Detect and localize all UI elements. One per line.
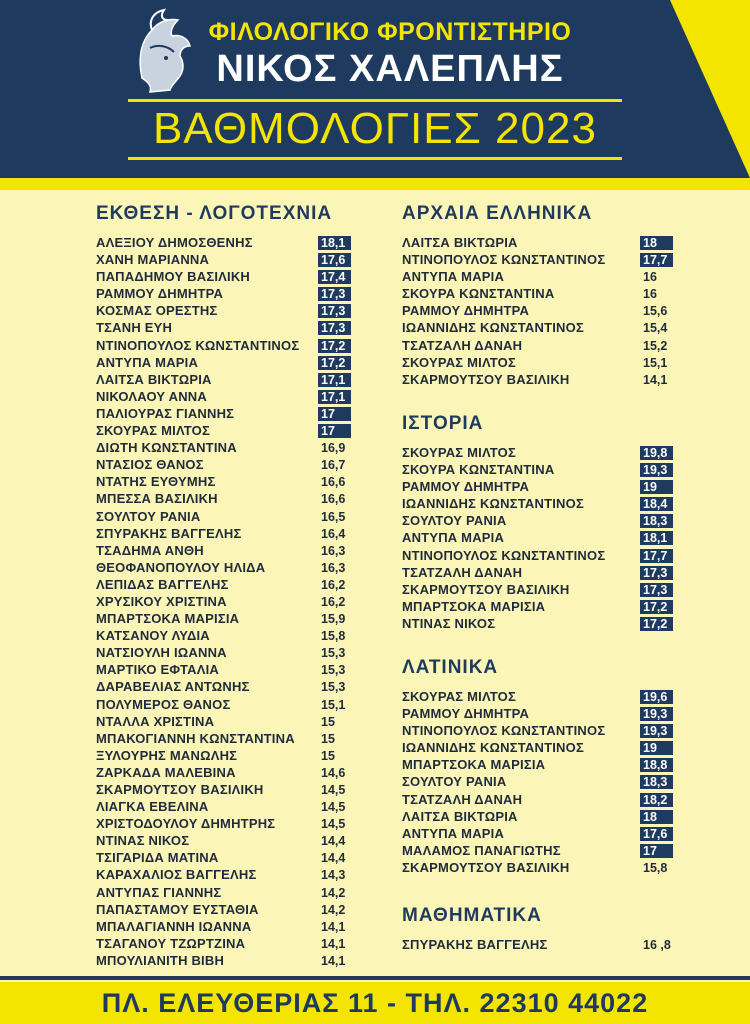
- grade-row: [402, 757, 682, 774]
- student-name: ΘΕΟΦΑΝΟΠΟΥΛΟΥ ΗΛΙΔΑ: [96, 559, 266, 575]
- grades-list: [402, 689, 682, 877]
- student-name: ΧΡΥΣΙΚΟΥ ΧΡΙΣΤΙΝΑ: [96, 593, 227, 609]
- grade-row: [96, 338, 356, 355]
- footer-rule: [0, 976, 750, 980]
- student-grade: 17,1: [318, 373, 351, 387]
- student-name: ΜΠΑΛΑΓΙΑΝΝΗ ΙΩΑΝΝΑ: [96, 918, 252, 934]
- section-title: ΕΚΘΕΣΗ - ΛΟΓΟΤΕΧΝΙΑ: [96, 203, 333, 224]
- grade-row: [402, 338, 682, 355]
- section-archaia: [402, 203, 682, 389]
- student-name: ΣΚΟΥΡΑΣ ΜΙΛΤΟΣ: [96, 423, 210, 439]
- grade-row: [96, 355, 356, 372]
- grade-row: [96, 269, 356, 286]
- student-grade: 16 ,8: [643, 938, 671, 952]
- student-name: ΤΣΑΤΖΑΛΗ ΔΑΝΑΗ: [402, 564, 523, 580]
- student-name: ΣΚΟΥΡΑΣ ΜΙΛΤΟΣ: [402, 354, 516, 370]
- grade-row: [96, 697, 356, 714]
- student-grade: 16,2: [321, 594, 346, 609]
- student-name: ΡΑΜΜΟΥ ΔΗΜΗΤΡΑ: [402, 706, 530, 722]
- student-name: ΙΩΑΝΝΙΔΗΣ ΚΩΝΣΤΑΝΤΙΝΟΣ: [402, 320, 584, 336]
- grades-list: [402, 937, 682, 954]
- student-name: ΜΑΡΤΙΚΟ ΕΦΤΑΛΙΑ: [96, 662, 219, 678]
- student-name: ΣΚΑΡΜΟΥΤΣΟΥ ΒΑΣΙΛΙΚΗ: [402, 371, 570, 387]
- student-name: ΚΑΤΣΑΝΟΥ ΛΥΔΙΑ: [96, 628, 210, 644]
- student-grade: 19,6: [640, 690, 673, 704]
- student-name: ΤΣΑΔΗΜΑ ΑΝΘΗ: [96, 542, 204, 558]
- student-grade: 18: [640, 810, 673, 824]
- student-name: ΣΟΥΛΤΟΥ ΡΑΝΙΑ: [402, 513, 507, 529]
- student-grade: 15,1: [321, 697, 346, 712]
- student-grade: 15: [321, 731, 335, 746]
- grade-row: [96, 731, 356, 748]
- student-grade: 19,8: [640, 446, 673, 460]
- student-name: ΜΑΛΑΜΟΣ ΠΑΝΑΓΙΩΤΗΣ: [402, 842, 561, 858]
- school-name: ΝΙΚΟΣ ΧΑΛΕΠΛΗΣ: [216, 48, 564, 90]
- student-grade: 15: [321, 714, 335, 729]
- student-grade: 17,2: [318, 356, 351, 370]
- student-name: ΑΝΤΥΠΑ ΜΑΡΙΑ: [402, 269, 505, 285]
- student-name: ΚΟΣΜΑΣ ΟΡΕΣΤΗΣ: [96, 303, 218, 319]
- grade-row: [402, 792, 682, 809]
- student-name: ΤΣΑΓΑΝΟΥ ΤΖΩΡΤΖΙΝΑ: [96, 935, 246, 951]
- student-grade: 18,3: [640, 514, 673, 528]
- student-grade: 14,4: [321, 834, 346, 849]
- student-name: ΠΑΠΑΔΗΜΟΥ ΒΑΣΙΛΙΚΗ: [96, 269, 250, 285]
- student-name: ΠΟΛΥΜΕΡΟΣ ΘΑΝΟΣ: [96, 696, 231, 712]
- student-name: ΤΣΑΤΖΑΛΗ ΔΑΝΑΗ: [402, 337, 523, 353]
- grade-row: [402, 937, 682, 954]
- grade-row: [96, 902, 356, 919]
- student-grade: 16,6: [321, 492, 346, 507]
- student-grade: 19: [640, 480, 673, 494]
- student-grade: 17,3: [640, 566, 673, 580]
- grade-row: [402, 372, 682, 389]
- grades-list: [96, 235, 356, 970]
- student-grade: 15: [321, 748, 335, 763]
- grade-row: [96, 252, 356, 269]
- grade-row: [402, 616, 682, 633]
- student-grade: 14,6: [321, 765, 346, 780]
- grade-row: [96, 577, 356, 594]
- student-name: ΜΠΑΚΟΓΙΑΝΝΗ ΚΩΝΣΤΑΝΤΙΝΑ: [96, 730, 295, 746]
- student-grade: 14,5: [321, 783, 346, 797]
- student-grade: 18,2: [640, 793, 673, 807]
- student-name: ΙΩΑΝΝΙΔΗΣ ΚΩΝΣΤΑΝΤΙΝΟΣ: [402, 496, 584, 512]
- student-grade: 17,1: [318, 390, 351, 404]
- grade-row: [96, 303, 356, 320]
- student-grade: 18: [640, 236, 673, 250]
- grade-row: [402, 355, 682, 372]
- student-name: ΛΑΙΤΣΑ ΒΙΚΤΩΡΙΑ: [402, 235, 518, 250]
- grade-row: [96, 628, 356, 645]
- student-name: ΣΠΥΡΑΚΗΣ ΒΑΓΓΕΛΗΣ: [402, 937, 548, 952]
- student-name: ΝΤΙΝΑΣ ΝΙΚΟΣ: [96, 833, 190, 849]
- student-name: ΝΤΑΣΙΟΣ ΘΑΝΟΣ: [96, 457, 204, 473]
- student-name: ΑΝΤΥΠΑΣ ΓΙΑΝΝΗΣ: [96, 884, 222, 900]
- grade-row: [96, 474, 356, 491]
- student-name: ΡΑΜΜΟΥ ΔΗΜΗΤΡΑ: [402, 303, 530, 319]
- section-title: ΛΑΤΙΝΙΚΑ: [402, 657, 499, 678]
- grade-row: [402, 689, 682, 706]
- student-grade: 16,2: [321, 577, 346, 592]
- section-latinika: [402, 657, 682, 877]
- student-name: ΣΚΟΥΡΑΣ ΜΙΛΤΟΣ: [402, 445, 516, 460]
- student-grade: 14,4: [321, 851, 346, 866]
- grade-row: [402, 565, 682, 582]
- grade-row: [96, 782, 356, 799]
- student-grade: 19: [640, 741, 673, 755]
- grade-row: [96, 850, 356, 867]
- student-name: ΜΠΑΡΤΣΟΚΑ ΜΑΡΙΣΙΑ: [402, 598, 546, 614]
- grade-row: [402, 269, 682, 286]
- student-name: ΣΚΑΡΜΟΥΤΣΟΥ ΒΑΣΙΛΙΚΗ: [402, 581, 570, 597]
- student-name: ΝΤΙΝΑΣ ΝΙΚΟΣ: [402, 615, 496, 631]
- student-grade: 18,4: [640, 497, 673, 511]
- grade-row: [402, 252, 682, 269]
- grades-title: ΒΑΘΜΟΛΟΓΙΕΣ 2023: [153, 104, 597, 153]
- student-grade: 19,3: [640, 707, 673, 721]
- student-name: ΙΩΑΝΝΙΔΗΣ ΚΩΝΣΤΑΝΤΙΝΟΣ: [402, 740, 584, 756]
- section-title: ΜΑΘΗΜΑΤΙΚΑ: [402, 905, 542, 926]
- student-grade: 17: [318, 424, 351, 438]
- student-grade: 18,1: [318, 236, 351, 250]
- grade-row: [402, 548, 682, 565]
- section-istoria: [402, 413, 682, 633]
- grade-row: [402, 582, 682, 599]
- student-name: ΝΙΚΟΛΑΟΥ ΑΝΝΑ: [96, 388, 207, 404]
- student-grade: 18,1: [640, 531, 673, 545]
- student-name: ΣΚΑΡΜΟΥΤΣΟΥ ΒΑΣΙΛΙΚΗ: [402, 859, 570, 875]
- grade-row: [96, 936, 356, 953]
- student-name: ΣΚΑΡΜΟΥΤΣΟΥ ΒΑΣΙΛΙΚΗ: [96, 782, 264, 797]
- student-name: ΛΕΠΙΔΑΣ ΒΑΓΓΕΛΗΣ: [96, 576, 229, 592]
- grade-row: [96, 440, 356, 457]
- section-ekthesi: [96, 203, 356, 970]
- student-name: ΖΑΡΚΑΔΑ ΜΑΛΕΒΙΝΑ: [96, 764, 236, 780]
- student-name: ΝΤΙΝΟΠΟΥΛΟΣ ΚΩΝΣΤΑΝΤΙΝΟΣ: [402, 723, 606, 739]
- student-grade: 14,1: [643, 372, 668, 387]
- grade-row: [96, 867, 356, 884]
- header-accent-triangle: [670, 0, 750, 178]
- grade-row: [96, 679, 356, 696]
- student-grade: 15,8: [321, 629, 346, 644]
- grade-row: [96, 953, 356, 970]
- student-name: ΣΚΟΥΡΑ ΚΩΝΣΤΑΝΤΙΝΑ: [402, 286, 555, 302]
- grade-row: [96, 457, 356, 474]
- student-name: ΣΚΟΥΡΑ ΚΩΝΣΤΑΝΤΙΝΑ: [402, 462, 555, 478]
- student-name: ΚΑΡΑΧΑΛΙΟΣ ΒΑΓΓΕΛΗΣ: [96, 867, 257, 883]
- student-grade: 14,3: [321, 868, 346, 883]
- grade-row: [96, 286, 356, 303]
- title-rule-top: [128, 99, 622, 102]
- student-grade: 16,7: [321, 458, 346, 473]
- grade-row: [96, 423, 356, 440]
- grade-row: [96, 748, 356, 765]
- student-grade: 17,6: [640, 827, 673, 841]
- student-grade: 15,9: [321, 612, 346, 627]
- student-grade: 17,2: [318, 339, 351, 353]
- student-grade: 17: [318, 407, 351, 421]
- student-grade: 14,5: [321, 817, 346, 832]
- student-name: ΝΑΤΣΙΟΥΛΗ ΙΩΑΝΝΑ: [96, 645, 227, 661]
- student-name: ΠΑΛΙΟΥΡΑΣ ΓΙΑΝΝΗΣ: [96, 405, 235, 421]
- grades-list: [402, 235, 682, 389]
- section-mathimatika: [402, 905, 682, 954]
- student-name: ΜΠΑΡΤΣΟΚΑ ΜΑΡΙΣΙΑ: [402, 757, 546, 773]
- grade-row: [402, 513, 682, 530]
- student-name: ΣΚΟΥΡΑΣ ΜΙΛΤΟΣ: [402, 689, 516, 704]
- grade-row: [96, 543, 356, 560]
- student-grade: 14,1: [321, 936, 346, 951]
- grade-row: [402, 774, 682, 791]
- grade-row: [402, 740, 682, 757]
- student-name: ΜΠΑΡΤΣΟΚΑ ΜΑΡΙΣΙΑ: [96, 611, 240, 627]
- student-grade: 17,2: [640, 600, 673, 614]
- student-name: ΞΥΛΟΥΡΗΣ ΜΑΝΩΛΗΣ: [96, 747, 238, 763]
- student-grade: 17: [640, 844, 673, 858]
- student-name: ΔΙΩΤΗ ΚΩΝΣΤΑΝΤΙΝΑ: [96, 440, 237, 456]
- grade-row: [96, 765, 356, 782]
- student-grade: 16: [643, 287, 657, 302]
- student-grade: 15,8: [643, 860, 668, 875]
- grade-row: [96, 885, 356, 902]
- grades-list: [402, 445, 682, 633]
- grade-row: [402, 445, 682, 462]
- grade-row: [96, 662, 356, 679]
- student-name: ΜΠΕΣΣΑ ΒΑΣΙΛΙΚΗ: [96, 491, 218, 507]
- grade-row: [402, 843, 682, 860]
- grade-row: [402, 303, 682, 320]
- student-name: ΑΛΕΞΙΟΥ ΔΗΜΟΣΘΕΝΗΣ: [96, 235, 253, 250]
- student-name: ΠΑΠΑΣΤΑΜΟΥ ΕΥΣΤΑΘΙΑ: [96, 901, 259, 917]
- grade-row: [96, 235, 356, 252]
- grade-row: [402, 320, 682, 337]
- grade-row: [402, 706, 682, 723]
- grade-row: [96, 491, 356, 508]
- student-grade: 17,3: [640, 583, 673, 597]
- student-grade: 17,3: [318, 287, 351, 301]
- grade-row: [402, 286, 682, 303]
- student-grade: 14,5: [321, 800, 346, 815]
- student-name: ΣΟΥΛΤΟΥ ΡΑΝΙΑ: [96, 508, 201, 524]
- student-grade: 16,6: [321, 475, 346, 490]
- student-name: ΝΤΙΝΟΠΟΥΛΟΣ ΚΩΝΣΤΑΝΤΙΝΟΣ: [402, 252, 606, 268]
- student-grade: 16,5: [321, 509, 346, 524]
- grade-row: [96, 816, 356, 833]
- grade-row: [402, 530, 682, 547]
- student-name: ΛΙΑΓΚΑ ΕΒΕΛΙΝΑ: [96, 799, 209, 815]
- student-grade: 14,1: [321, 953, 346, 968]
- student-name: ΤΣΑΤΖΑΛΗ ΔΑΝΑΗ: [402, 791, 523, 807]
- grade-row: [96, 833, 356, 850]
- student-grade: 15,3: [321, 680, 346, 695]
- student-grade: 16: [643, 270, 657, 285]
- student-name: ΑΝΤΥΠΑ ΜΑΡΙΑ: [96, 354, 199, 370]
- grade-row: [96, 560, 356, 577]
- header-stripe: [0, 178, 750, 190]
- grade-row: [96, 611, 356, 628]
- student-grade: 19,3: [640, 463, 673, 477]
- grade-row: [402, 599, 682, 616]
- student-name: ΛΑΙΤΣΑ ΒΙΚΤΩΡΙΑ: [402, 808, 518, 824]
- student-name: ΝΤΑΛΛΑ ΧΡΙΣΤΙΝΑ: [96, 713, 215, 729]
- student-name: ΣΟΥΛΤΟΥ ΡΑΝΙΑ: [402, 774, 507, 790]
- grade-row: [96, 372, 356, 389]
- grade-row: [96, 320, 356, 337]
- student-name: ΔΑΡΑΒΕΛΙΑΣ ΑΝΤΩΝΗΣ: [96, 679, 250, 695]
- student-grade: 15,4: [643, 321, 668, 336]
- school-subtitle: ΦΙΛΟΛΟΓΙΚΟ ΦΡΟΝΤΙΣΤΗΡΙΟ: [208, 18, 572, 46]
- student-grade: 17,7: [640, 549, 673, 563]
- student-name: ΜΠΟΥΛΙΑΝΙΤΗ ΒΙΒΗ: [96, 952, 225, 968]
- student-grade: 17,7: [640, 253, 673, 267]
- student-grade: 17,3: [318, 304, 351, 318]
- student-name: ΝΤΑΤΗΣ ΕΥΘΥΜΗΣ: [96, 474, 216, 490]
- student-name: ΡΑΜΜΟΥ ΔΗΜΗΤΡΑ: [402, 479, 530, 495]
- student-name: ΑΝΤΥΠΑ ΜΑΡΙΑ: [402, 825, 505, 841]
- grade-row: [402, 496, 682, 513]
- footer-address: ΠΛ. ΕΛΕΥΘΕΡΙΑΣ 11 - ΤΗΛ. 22310 44022: [0, 982, 750, 1024]
- student-name: ΤΣΑΝΗ ΕΥΗ: [96, 320, 173, 336]
- student-grade: 18,3: [640, 775, 673, 789]
- student-name: ΛΑΙΤΣΑ ΒΙΚΤΩΡΙΑ: [96, 371, 212, 387]
- grade-row: [96, 799, 356, 816]
- student-grade: 14,2: [321, 902, 346, 917]
- student-grade: 16,3: [321, 560, 346, 575]
- student-grade: 18,8: [640, 758, 673, 772]
- student-name: ΧΑΝΗ ΜΑΡΙΑΝΝΑ: [96, 252, 210, 268]
- student-name: ΣΠΥΡΑΚΗΣ ΒΑΓΓΕΛΗΣ: [96, 525, 242, 541]
- grade-row: [96, 406, 356, 423]
- student-grade: 17,4: [318, 270, 351, 284]
- student-name: ΝΤΙΝΟΠΟΥΛΟΣ ΚΩΝΣΤΑΝΤΙΝΟΣ: [96, 337, 300, 353]
- athena-helmet-icon: [128, 8, 200, 98]
- student-grade: 16,9: [321, 441, 346, 456]
- grade-row: [96, 919, 356, 936]
- student-grade: 15,6: [643, 304, 668, 319]
- grade-row: [96, 509, 356, 526]
- grade-row: [402, 860, 682, 877]
- student-grade: 15,3: [321, 663, 346, 678]
- section-title: ΑΡΧΑΙΑ ΕΛΛΗΝΙΚΑ: [402, 203, 593, 224]
- student-name: ΧΡΙΣΤΟΔΟΥΛΟΥ ΔΗΜΗΤΡΗΣ: [96, 816, 276, 832]
- grade-row: [402, 479, 682, 496]
- student-grade: 15,1: [643, 355, 668, 370]
- student-grade: 16,4: [321, 526, 346, 541]
- student-grade: 19,3: [640, 724, 673, 738]
- grade-row: [402, 462, 682, 479]
- student-grade: 17,6: [318, 253, 351, 267]
- grade-row: [96, 389, 356, 406]
- student-name: ΤΣΙΓΑΡΙΔΑ ΜΑΤΙΝΑ: [96, 850, 219, 866]
- student-grade: 14,1: [321, 919, 346, 934]
- student-name: ΝΤΙΝΟΠΟΥΛΟΣ ΚΩΝΣΤΑΝΤΙΝΟΣ: [402, 547, 606, 563]
- grade-row: [96, 594, 356, 611]
- grade-row: [96, 526, 356, 543]
- section-title: ΙΣΤΟΡΙΑ: [402, 413, 484, 434]
- grade-row: [96, 645, 356, 662]
- student-name: ΡΑΜΜΟΥ ΔΗΜΗΤΡΑ: [96, 286, 224, 302]
- grade-row: [402, 809, 682, 826]
- grade-row: [96, 714, 356, 731]
- student-grade: 16,3: [321, 543, 346, 558]
- student-grade: 17,3: [318, 321, 351, 335]
- title-rule-bottom: [128, 157, 622, 160]
- student-grade: 17,2: [640, 617, 673, 631]
- student-grade: 15,3: [321, 646, 346, 661]
- grade-row: [402, 723, 682, 740]
- grade-row: [402, 235, 682, 252]
- grade-row: [402, 826, 682, 843]
- student-grade: 15,2: [643, 338, 668, 353]
- student-name: ΑΝΤΥΠΑ ΜΑΡΙΑ: [402, 530, 505, 546]
- student-grade: 14,2: [321, 885, 346, 900]
